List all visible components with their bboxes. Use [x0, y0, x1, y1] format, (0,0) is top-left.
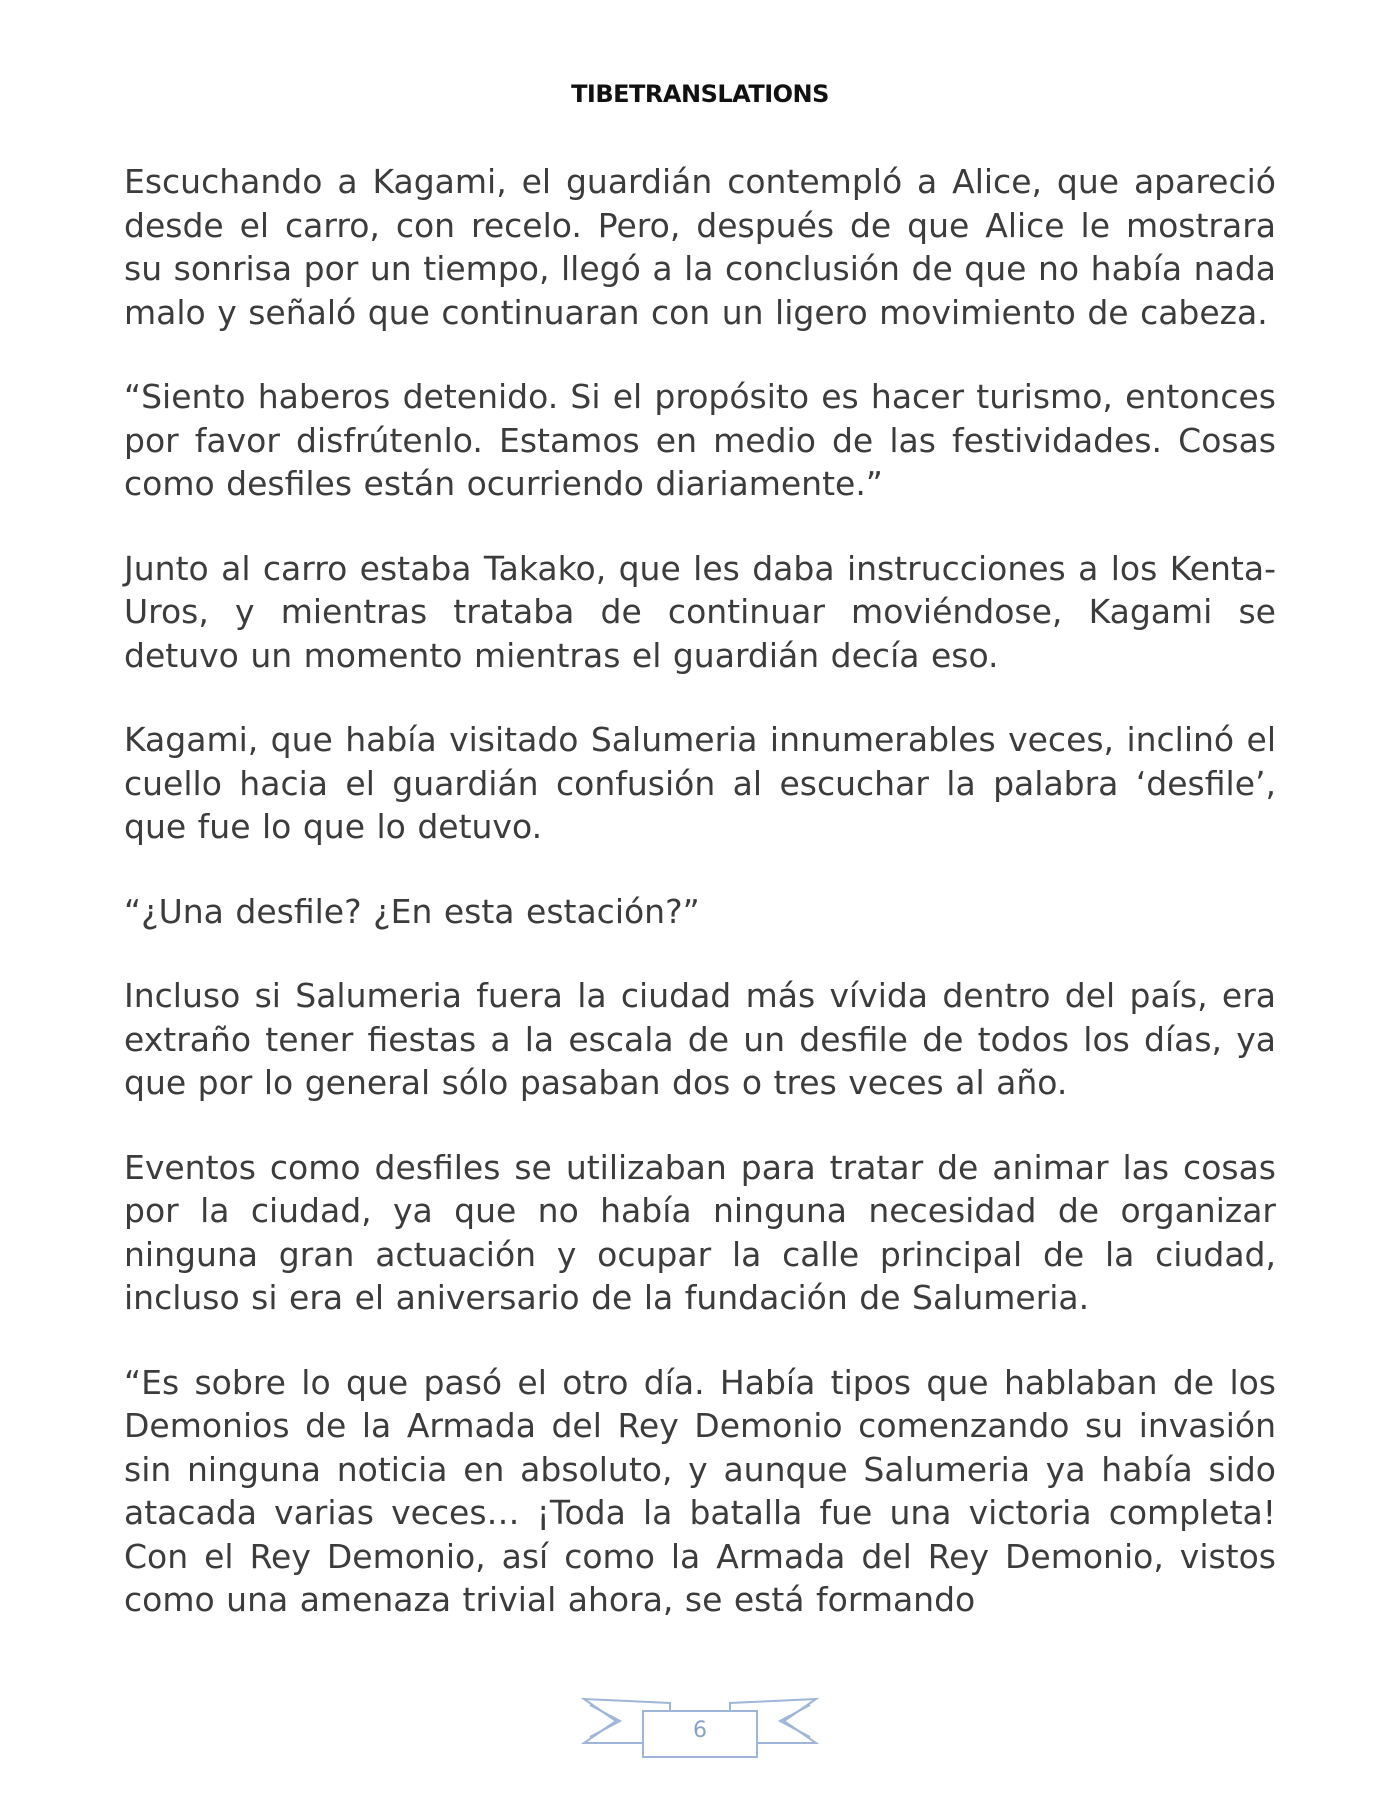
body-text	[124, 160, 1276, 1663]
page-header-title: TIBETRANSLATIONS	[571, 80, 829, 108]
paragraph: “Siento haberos detenido. Si el propósito es hacer turismo, entonces por favor disfrútenlo. Estamos en medio de las festividades. Cosas como desfiles están ocurriendo diariamente.”	[124, 377, 1276, 503]
page-number: 6	[693, 1718, 707, 1743]
paragraph: Junto al carro estaba Takako, que les daba instrucciones a los Kenta-Uros, y mientras trataba de continuar moviéndose, Kagami se detuvo un momento mientras el guardián decía eso.	[124, 548, 1276, 675]
paragraph: “¿Una desfile? ¿En esta estación?”	[124, 891, 700, 931]
page-number-ribbon	[580, 1693, 820, 1765]
paragraph: “Es sobre lo que pasó el otro día. Había tipos que hablaban de los Demonios de la Armada del Rey Demonio comenzando su invasión sin ninguna noticia en absoluto, y aunque Salumeria ya había sido atacada varias veces… ¡Toda la batalla fue una victoria completa! Con el Rey Demonio, así como la Armada del Rey Demonio, vistos como una amenaza trivial ahora, se está formando	[124, 1362, 1276, 1619]
paragraph: Incluso si Salumeria fuera la ciudad más vívida dentro del país, era extraño tener fiestas a la escala de un desfile de todos los días, ya que por lo general sólo pasaban dos o tres veces al año.	[124, 976, 1276, 1102]
paragraph: Escuchando a Kagami, el guardián contempló a Alice, que apareció desde el carro, con recelo. Pero, después de que Alice le mostrara su sonrisa por un tiempo, llegó a la conclusión de que no había nada malo y señaló que continuaran con un ligero movimiento de cabeza.	[124, 162, 1276, 332]
paragraph: Kagami, que había visitado Salumeria innumerables veces, inclinó el cuello hacia el guardián confusión al escuchar la palabra ‘desfile’, que fue lo que lo detuvo.	[124, 720, 1276, 846]
paragraph: Eventos como desfiles se utilizaban para tratar de animar las cosas por la ciudad, ya que no había ninguna necesidad de organizar ninguna gran actuación y ocupar la calle principal de la ciudad, incluso si era el aniversario de la fundación de Salumeria.	[124, 1147, 1276, 1317]
